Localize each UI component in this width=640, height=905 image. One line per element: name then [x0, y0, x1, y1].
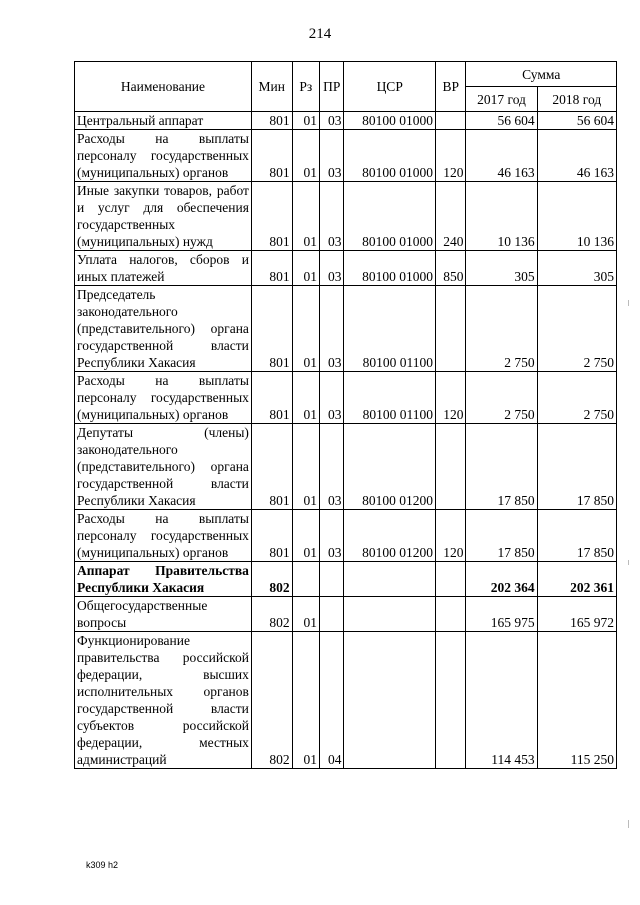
footer-code: k309 h2: [86, 860, 119, 870]
table-row: [75, 112, 617, 130]
row-vr: [435, 562, 466, 597]
row-csr: 80100 01100: [344, 286, 436, 372]
header-year-2018: 2018 год: [537, 87, 616, 112]
row-min: 801: [251, 130, 292, 182]
row-sum-2018: 46 163: [537, 130, 616, 182]
row-sum-2017: 114 453: [466, 632, 537, 769]
header-sum: Сумма: [466, 62, 617, 87]
row-pr: [320, 562, 344, 597]
header-min: Мин: [251, 62, 292, 112]
row-sum-2017: 46 163: [466, 130, 537, 182]
row-pr: 03: [320, 112, 344, 130]
table-row: [75, 597, 617, 632]
header-pr: ПР: [320, 62, 344, 112]
table-row: [75, 372, 617, 424]
header-name: Наименование: [75, 62, 252, 112]
row-csr: [344, 562, 436, 597]
budget-table: [74, 61, 617, 769]
row-min: 801: [251, 286, 292, 372]
row-csr: [344, 632, 436, 769]
scan-mark: [628, 820, 629, 828]
row-pr: 03: [320, 251, 344, 286]
row-name: Иные закупки товаров, работ и услуг для обеспечения государственных (муниципальных) нужд: [75, 182, 252, 251]
row-csr: 80100 01000: [344, 251, 436, 286]
row-min: 801: [251, 251, 292, 286]
row-min: 802: [251, 597, 292, 632]
row-rz: 01: [292, 112, 319, 130]
row-sum-2017: 305: [466, 251, 537, 286]
row-name: Уплата налогов, сборов и иных платежей: [75, 251, 252, 286]
table-row: [75, 286, 617, 372]
row-sum-2018: 10 136: [537, 182, 616, 251]
row-pr: 03: [320, 424, 344, 510]
row-rz: 01: [292, 372, 319, 424]
header-csr: ЦСР: [344, 62, 436, 112]
row-rz: [292, 562, 319, 597]
table-row: [75, 424, 617, 510]
table-row: [75, 251, 617, 286]
row-pr: 03: [320, 510, 344, 562]
row-csr: 80100 01200: [344, 510, 436, 562]
row-sum-2017: 165 975: [466, 597, 537, 632]
row-vr: [435, 286, 466, 372]
row-vr: 850: [435, 251, 466, 286]
row-csr: [344, 597, 436, 632]
row-rz: 01: [292, 286, 319, 372]
row-vr: 240: [435, 182, 466, 251]
row-vr: 120: [435, 130, 466, 182]
row-name: Председатель законодательного (представительного) органа государственной власти Республики Хакасия: [75, 286, 252, 372]
row-min: 801: [251, 510, 292, 562]
row-vr: 120: [435, 510, 466, 562]
row-pr: 03: [320, 286, 344, 372]
table-row: [75, 130, 617, 182]
row-rz: 01: [292, 251, 319, 286]
row-sum-2017: 17 850: [466, 424, 537, 510]
row-rz: 01: [292, 182, 319, 251]
row-rz: 01: [292, 510, 319, 562]
row-sum-2018: 202 361: [537, 562, 616, 597]
row-vr: [435, 112, 466, 130]
row-rz: 01: [292, 130, 319, 182]
row-name: Общегосударственные вопросы: [75, 597, 252, 632]
row-name: Расходы на выплаты персоналу государственных (муниципальных) органов: [75, 130, 252, 182]
row-min: 801: [251, 424, 292, 510]
row-csr: 80100 01000: [344, 112, 436, 130]
row-sum-2017: 2 750: [466, 286, 537, 372]
row-sum-2018: 2 750: [537, 372, 616, 424]
header-vr: ВР: [435, 62, 466, 112]
table-row: [75, 510, 617, 562]
scan-mark: [628, 560, 629, 565]
header-year-2017: 2017 год: [466, 87, 537, 112]
row-rz: 01: [292, 632, 319, 769]
row-sum-2017: 2 750: [466, 372, 537, 424]
scan-mark: [628, 300, 629, 306]
row-min: 802: [251, 632, 292, 769]
row-csr: 80100 01000: [344, 130, 436, 182]
row-csr: 80100 01000: [344, 182, 436, 251]
row-min: 801: [251, 372, 292, 424]
row-pr: 03: [320, 182, 344, 251]
row-min: 802: [251, 562, 292, 597]
table-row-section-total: [75, 562, 617, 597]
row-sum-2018: 17 850: [537, 510, 616, 562]
table-row: [75, 182, 617, 251]
row-name: Функционирование правительства российской федерации, высших исполнительных органов государственной власти субъектов российской федерации, местных администраций: [75, 632, 252, 769]
row-csr: 80100 01100: [344, 372, 436, 424]
row-sum-2018: 115 250: [537, 632, 616, 769]
row-sum-2017: 10 136: [466, 182, 537, 251]
row-sum-2017: 17 850: [466, 510, 537, 562]
row-vr: 120: [435, 372, 466, 424]
row-min: 801: [251, 112, 292, 130]
row-pr: 03: [320, 130, 344, 182]
row-sum-2018: 165 972: [537, 597, 616, 632]
row-pr: [320, 597, 344, 632]
row-name: Расходы на выплаты персоналу государственных (муниципальных) органов: [75, 510, 252, 562]
row-sum-2017: 202 364: [466, 562, 537, 597]
row-sum-2018: 56 604: [537, 112, 616, 130]
row-min: 801: [251, 182, 292, 251]
row-name: Депутаты (члены) законодательного (представительного) органа государственной власти Республики Хакасия: [75, 424, 252, 510]
header-rz: Рз: [292, 62, 319, 112]
row-pr: 04: [320, 632, 344, 769]
row-sum-2018: 17 850: [537, 424, 616, 510]
row-pr: 03: [320, 372, 344, 424]
row-name: Расходы на выплаты персоналу государственных (муниципальных) органов: [75, 372, 252, 424]
row-csr: 80100 01200: [344, 424, 436, 510]
row-rz: 01: [292, 424, 319, 510]
row-sum-2018: 305: [537, 251, 616, 286]
row-rz: 01: [292, 597, 319, 632]
row-vr: [435, 424, 466, 510]
row-name: Центральный аппарат: [75, 112, 252, 130]
row-vr: [435, 632, 466, 769]
row-name: Аппарат Правительства Республики Хакасия: [75, 562, 252, 597]
row-sum-2018: 2 750: [537, 286, 616, 372]
row-sum-2017: 56 604: [466, 112, 537, 130]
table-row: [75, 632, 617, 769]
row-vr: [435, 597, 466, 632]
page-number: 214: [308, 26, 332, 42]
